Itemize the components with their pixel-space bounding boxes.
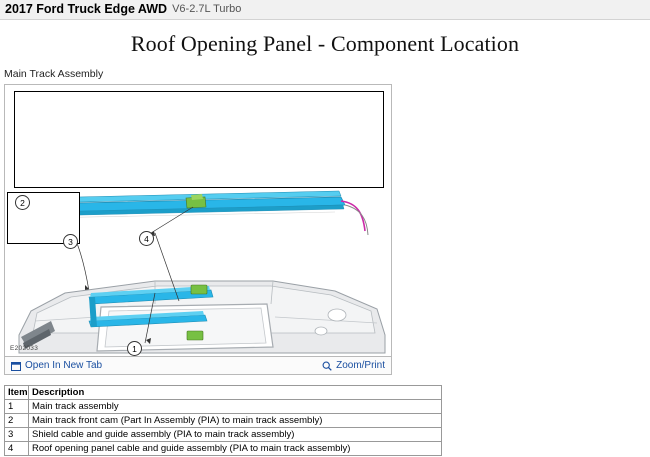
row-item-number: 1: [5, 400, 29, 414]
items-table: [4, 385, 442, 456]
row-description: Roof opening panel cable and guide assembly (PIA to main track assembly): [29, 442, 442, 456]
table-row: [5, 400, 442, 414]
table-row: [5, 442, 442, 456]
section-label: Main Track Assembly: [4, 68, 104, 80]
open-in-new-tab-label: Open In New Tab: [25, 360, 103, 371]
figure-code: E202033: [10, 345, 39, 352]
zoom-print-button[interactable]: [322, 360, 385, 371]
callout-3: 3: [63, 234, 78, 249]
row-description: Main track assembly: [29, 400, 442, 414]
page-title: Roof Opening Panel - Component Location: [130, 31, 520, 56]
vehicle-engine: V6-2.7L Turbo: [172, 3, 242, 15]
table-row: [5, 428, 442, 442]
figure-toolbar: [4, 357, 392, 375]
row-description: Main track front cam (Part In Assembly (PIA) to main track assembly): [29, 414, 442, 428]
table-row: [5, 414, 442, 428]
callout-2: 2: [15, 195, 30, 210]
row-item-number: 4: [5, 442, 29, 456]
row-description: Shield cable and guide assembly (PIA to main track assembly): [29, 428, 442, 442]
vehicle-roof-view: [19, 233, 385, 353]
external-window-icon: [11, 361, 21, 371]
magnifier-icon: [322, 361, 332, 371]
top-inset-track: [31, 180, 368, 236]
callout-4: 4: [139, 231, 154, 246]
row-item-number: 3: [5, 428, 29, 442]
top-inset-frame: [14, 91, 384, 188]
callout-1: 1: [127, 341, 142, 356]
open-in-new-tab-button[interactable]: [11, 360, 102, 371]
zoom-print-label: Zoom/Print: [336, 360, 385, 371]
column-header-description: Description: [29, 386, 442, 400]
component-location-illustration[interactable]: [4, 84, 392, 357]
table-header-row: [5, 386, 442, 400]
vehicle-header: [0, 0, 650, 20]
figure-container: [4, 84, 392, 357]
vehicle-name: 2017 Ford Truck Edge AWD: [5, 2, 168, 17]
column-header-item: Item: [5, 386, 29, 400]
row-item-number: 2: [5, 414, 29, 428]
items-table-container: [4, 385, 442, 456]
